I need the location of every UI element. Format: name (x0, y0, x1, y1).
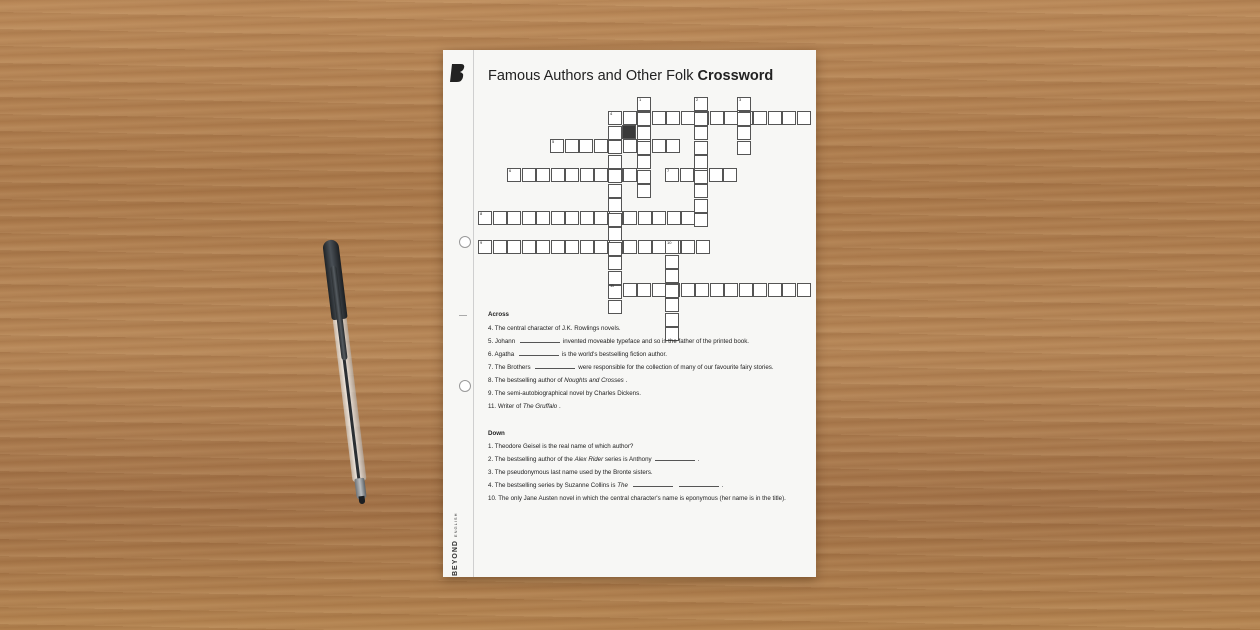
crossword-cell[interactable] (665, 255, 679, 269)
crossword-cell[interactable] (797, 111, 811, 125)
crossword-cell[interactable] (680, 168, 694, 182)
crossword-cell[interactable] (782, 283, 796, 297)
down-clue-list (488, 442, 808, 504)
worksheet-page (443, 50, 816, 577)
page-title: Famous Authors and Other Folk Crossword (488, 68, 774, 84)
answer-blank[interactable] (679, 486, 719, 487)
crossword-cell[interactable] (666, 139, 680, 153)
clue-item: 11. Writer of The Gruffalo . (488, 402, 561, 410)
crossword-cell[interactable] (580, 211, 594, 225)
crossword-grid (443, 50, 816, 310)
answer-blank[interactable] (633, 486, 673, 487)
crossword-cell[interactable] (696, 240, 710, 254)
crossword-cell[interactable] (522, 168, 536, 182)
crossword-cell[interactable] (608, 242, 622, 256)
clue-number: 8 (480, 211, 483, 216)
crossword-cell[interactable] (536, 240, 550, 254)
fold-tick (459, 315, 467, 316)
crossword-cell[interactable] (565, 139, 579, 153)
clue-number: 9 (480, 240, 483, 245)
crossword-cell[interactable] (594, 211, 608, 225)
crossword-cell[interactable] (768, 283, 782, 297)
crossword-cell[interactable] (623, 168, 637, 182)
crossword-cell[interactable] (579, 139, 593, 153)
clue-item: 6. Agatha is the world's bestselling fiction author. (488, 350, 667, 358)
punch-hole-bottom (459, 380, 471, 392)
clue-number: 6 (509, 168, 512, 173)
crossword-cell[interactable] (507, 211, 521, 225)
crossword-cell[interactable] (637, 126, 651, 140)
crossword-cell[interactable] (652, 139, 666, 153)
crossword-cell[interactable] (507, 240, 521, 254)
pen-end-cap (358, 496, 365, 505)
down-heading: Down (488, 429, 505, 437)
crossword-cell[interactable] (637, 170, 651, 184)
crossword-cell[interactable] (652, 240, 666, 254)
crossword-cell[interactable] (782, 111, 796, 125)
crossword-cell[interactable] (737, 126, 751, 140)
crossword-cell[interactable] (665, 269, 679, 283)
across-clue-list (488, 324, 808, 412)
clue-number: 4 (610, 111, 613, 116)
crossword-cell[interactable] (724, 111, 738, 125)
crossword-cell[interactable] (768, 111, 782, 125)
crossword-cell[interactable] (608, 227, 622, 241)
crossword-cell[interactable] (608, 184, 622, 198)
clue-item: 3. The pseudonymous last name used by the Bronte sisters. (488, 469, 653, 476)
crossword-cell[interactable] (608, 169, 622, 183)
crossword-cell[interactable] (694, 184, 708, 198)
clue-number: 3 (739, 97, 742, 102)
crossword-cell[interactable] (694, 155, 708, 169)
crossword-cell[interactable] (709, 168, 723, 182)
crossword-cell[interactable] (493, 211, 507, 225)
crossword-cell[interactable] (681, 283, 695, 297)
crossword-cell[interactable] (623, 211, 637, 225)
crossword-cell[interactable] (652, 211, 666, 225)
crossword-cell[interactable] (623, 111, 637, 125)
crossword-cell[interactable] (565, 211, 579, 225)
crossword-cell[interactable] (681, 240, 695, 254)
crossword-cell[interactable] (666, 111, 680, 125)
crossword-cell[interactable] (580, 240, 594, 254)
crossword-cell[interactable] (694, 141, 708, 155)
crossword-cell[interactable] (739, 283, 753, 297)
clue-item: 10. The only Jane Austen novel in which the central character's name is eponymous (her name is in the title). (488, 495, 786, 502)
crossword-cell[interactable] (608, 213, 622, 227)
crossword-cell[interactable] (623, 240, 637, 254)
clue-item: 7. The Brothers were responsible for the collection of many of our favourite fairy stories. (488, 363, 774, 371)
crossword-cell[interactable] (753, 283, 767, 297)
crossword-cell[interactable] (710, 111, 724, 125)
crossword-cell[interactable] (652, 283, 666, 297)
crossword-cell[interactable] (565, 168, 579, 182)
crossword-cell[interactable] (623, 139, 637, 153)
crossword-cell[interactable] (694, 126, 708, 140)
clue-item: 8. The bestselling author of Noughts and Crosses . (488, 376, 628, 384)
crossword-cell[interactable] (637, 141, 651, 155)
crossword-cell[interactable] (652, 111, 666, 125)
crossword-cell[interactable] (637, 112, 651, 126)
crossword-cell[interactable] (622, 125, 636, 139)
crossword-cell[interactable] (637, 155, 651, 169)
crossword-cell[interactable] (637, 283, 651, 297)
crossword-cell[interactable] (594, 139, 608, 153)
clue-item: 9. The semi-autobiographical novel by Charles Dickens. (488, 389, 641, 397)
crossword-cell[interactable] (594, 240, 608, 254)
crossword-cell[interactable] (737, 141, 751, 155)
clue-number: 1 (639, 97, 642, 102)
across-heading: Across (488, 311, 509, 318)
crossword-cell[interactable] (797, 283, 811, 297)
crossword-cell[interactable] (681, 111, 695, 125)
crossword-cell[interactable] (694, 213, 708, 227)
crossword-cell[interactable] (536, 168, 550, 182)
crossword-cell[interactable] (536, 211, 550, 225)
crossword-cell[interactable] (638, 240, 652, 254)
crossword-cell[interactable] (665, 284, 679, 298)
crossword-cell[interactable] (551, 211, 565, 225)
clue-item: 2. The bestselling author of the Alex Rider series is Anthony . (488, 456, 700, 463)
clue-number: 5 (552, 139, 555, 144)
crossword-cell[interactable] (723, 168, 737, 182)
crossword-cell[interactable] (608, 126, 622, 140)
answer-blank[interactable] (519, 355, 559, 356)
crossword-cell[interactable] (724, 283, 738, 297)
clue-number: 2 (696, 97, 699, 102)
clue-item: 4. The central character of J.K. Rowlings novels. (488, 324, 621, 332)
crossword-cell[interactable] (551, 168, 565, 182)
clue-item: 1. Theodore Geisel is the real name of which author? (488, 443, 634, 450)
crossword-cell[interactable] (694, 199, 708, 213)
crossword-cell[interactable] (608, 155, 622, 169)
crossword-cell[interactable] (608, 198, 622, 212)
answer-blank[interactable] (655, 460, 695, 461)
clue-item: 4. The bestselling series by Suzanne Collins is The . (488, 482, 724, 489)
crossword-cell[interactable] (608, 140, 622, 154)
crossword-cell[interactable] (638, 211, 652, 225)
crossword-cell[interactable] (737, 112, 751, 126)
crossword-cell[interactable] (565, 240, 579, 254)
ballpoint-pen (318, 239, 375, 510)
crossword-cell[interactable] (580, 168, 594, 182)
crossword-cell[interactable] (694, 170, 708, 184)
crossword-cell[interactable] (695, 283, 709, 297)
crossword-cell[interactable] (637, 184, 651, 198)
brand-vertical: BEYOND ENGLISH (452, 512, 459, 576)
clue-item: 5. Johann invented moveable typeface and so is the father of the printed book. (488, 337, 750, 345)
crossword-cell[interactable] (681, 211, 695, 225)
answer-blank[interactable] (535, 368, 575, 369)
crossword-cell[interactable] (667, 211, 681, 225)
clues-section (488, 310, 808, 507)
clue-number: 10 (667, 240, 672, 245)
crossword-cell[interactable] (522, 211, 536, 225)
crossword-cell[interactable] (551, 240, 565, 254)
crossword-cell[interactable] (753, 111, 767, 125)
crossword-cell[interactable] (493, 240, 507, 254)
clue-number: 11 (610, 283, 615, 288)
crossword-cell[interactable] (608, 256, 622, 270)
crossword-cell[interactable] (623, 283, 637, 297)
crossword-cell[interactable] (710, 283, 724, 297)
answer-blank[interactable] (520, 342, 560, 343)
clue-number: 7 (667, 168, 670, 173)
crossword-cell[interactable] (694, 112, 708, 126)
crossword-cell[interactable] (594, 168, 608, 182)
crossword-cell[interactable] (522, 240, 536, 254)
